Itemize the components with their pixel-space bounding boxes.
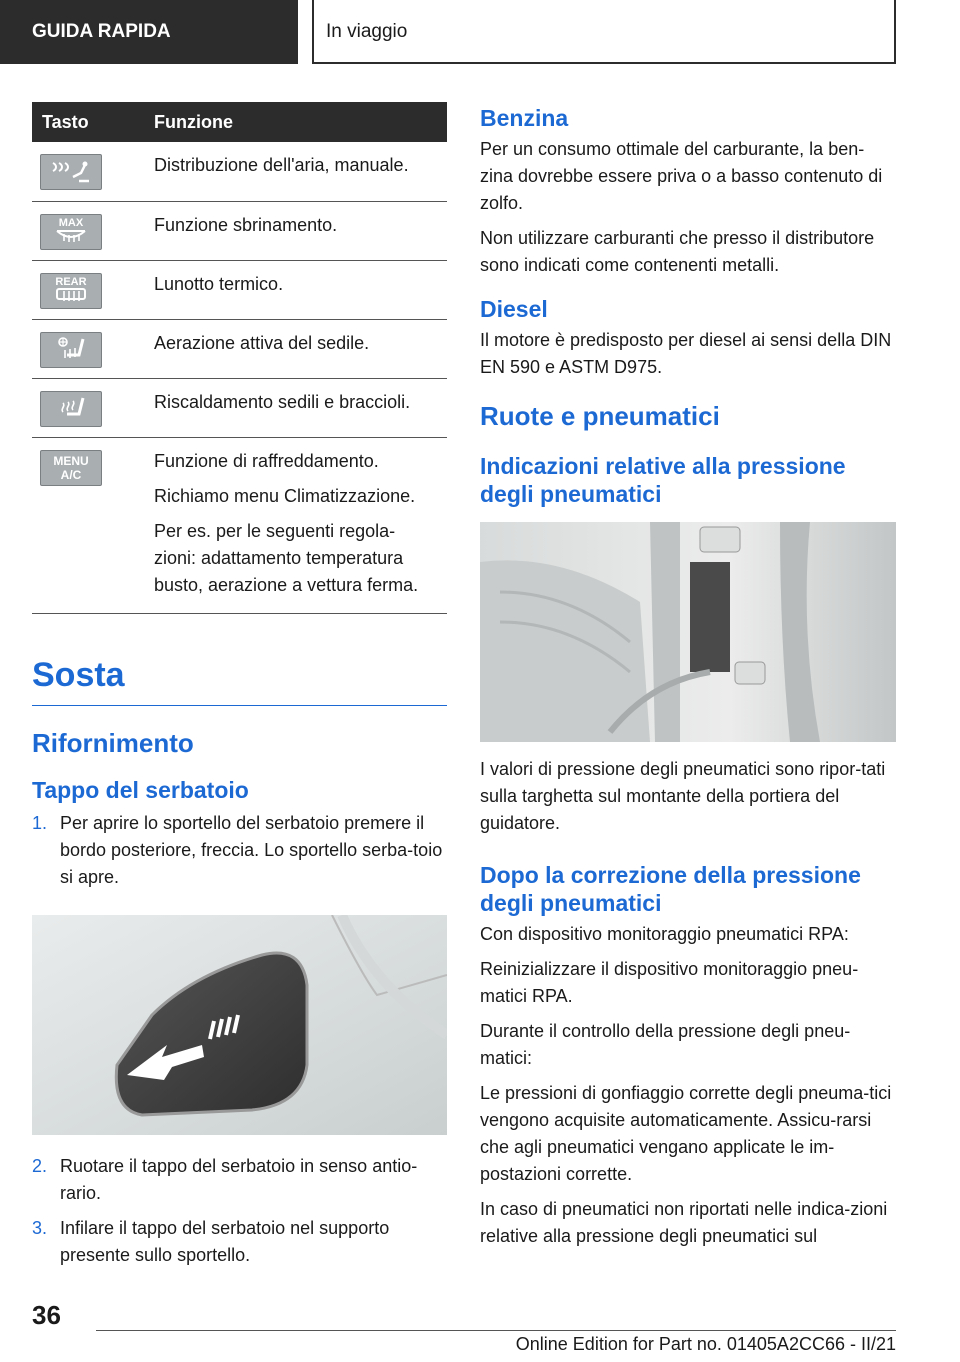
air-distribution-key-icon bbox=[40, 154, 102, 190]
page-header bbox=[0, 0, 960, 66]
door-pillar-illustration bbox=[480, 522, 896, 742]
heading-indicazioni-pressione: Indicazioni relative alla pressione degli pneumatici bbox=[480, 453, 846, 507]
function-text: Lunotto termico. bbox=[154, 273, 284, 294]
paragraph: Con dispositivo monitoraggio pneumatici RPA: bbox=[480, 924, 849, 944]
heading-diesel: Diesel bbox=[480, 296, 548, 322]
paragraph: Le pressioni di gonfiaggio corrette degli pneuma-tici vengono acquisite automaticamente. Assicu-rarsi che agli pneumatici vengano applicate le im-postazioni corrette. bbox=[480, 1083, 892, 1184]
heading-dopo-correzione: Dopo la correzione della pressione degli pneumatici bbox=[480, 862, 861, 916]
column-header-key: Tasto bbox=[32, 102, 154, 142]
list-item: 2. Ruotare il tappo del serbatoio in senso antio-rario. bbox=[32, 1155, 418, 1203]
paragraph: Non utilizzare carburanti che presso il distributore sono indicati come contenenti metalli. bbox=[480, 228, 875, 275]
heading-tappo-serbatoio: Tappo del serbatoio bbox=[32, 776, 249, 803]
function-text: Riscaldamento sedili e braccioli. bbox=[154, 391, 411, 412]
function-text: Funzione di raffreddamento. bbox=[154, 450, 379, 471]
paragraph: Per un consumo ottimale del carburante, la ben-zina dovrebbe essere priva o a basso contenuto di zolfo. bbox=[480, 139, 883, 213]
table-row bbox=[32, 260, 447, 319]
left-column bbox=[32, 102, 447, 1269]
column-header-function: Funzione bbox=[154, 102, 447, 142]
seat-heating-key-icon bbox=[40, 391, 102, 427]
function-text: Distribuzione dell'aria, manuale. bbox=[154, 155, 409, 175]
paragraph: Reinizializzare il dispositivo monitoraggio pneu-matici RPA. bbox=[480, 959, 859, 1006]
function-text: Richiamo menu Climatizzazione. bbox=[154, 485, 416, 506]
paragraph: I valori di pressione degli pneumatici sono ripor-tati sulla targhetta sul montante della portiera del guidatore. bbox=[480, 759, 886, 833]
list-item: 3. Infilare il tappo del serbatoio nel supporto presente sullo sportello. bbox=[32, 1217, 390, 1265]
page-number: 36 bbox=[32, 1300, 61, 1330]
paragraph: In caso di pneumatici non riportati nelle indica-zioni relative alla pressione degli pneumatici sul bbox=[480, 1199, 888, 1246]
table-row bbox=[32, 378, 447, 437]
table-row bbox=[32, 201, 447, 260]
paragraph: Durante il controllo della pressione degli pneu-matici: bbox=[480, 1021, 851, 1068]
list-item: 1. Per aprire lo sportello del serbatoio premere il bordo posteriore, freccia. Lo sportello serba-toio si apre. bbox=[32, 812, 443, 887]
section-heading-sosta: Sosta bbox=[32, 656, 447, 706]
function-text: Funzione sbrinamento. bbox=[154, 214, 338, 235]
key-function-table bbox=[32, 102, 447, 614]
defrost-max-key-icon: MAX bbox=[40, 214, 102, 250]
edition-text: Online Edition for Part no. 01405A2CC66 - II/21 bbox=[515, 1334, 896, 1354]
function-text: Aerazione attiva del sedile. bbox=[154, 332, 370, 353]
table-row bbox=[32, 437, 447, 613]
steps-list bbox=[32, 1153, 447, 1269]
rear-window-heating-key-icon: REAR bbox=[40, 273, 102, 309]
subsection-heading-rifornimento: Rifornimento bbox=[32, 727, 194, 758]
menu-ac-key-icon: MENU A/C bbox=[40, 450, 102, 486]
table-row bbox=[32, 319, 447, 378]
steps-list bbox=[32, 810, 447, 891]
fuel-flap-illustration bbox=[32, 915, 447, 1135]
heading-benzina: Benzina bbox=[480, 105, 569, 131]
paragraph: Il motore è predisposto per diesel ai sensi della DIN EN 590 e ASTM D975. bbox=[480, 330, 892, 377]
right-column bbox=[480, 102, 896, 1250]
table-row bbox=[32, 142, 447, 201]
chapter-title: In viaggio bbox=[312, 0, 896, 64]
seat-ventilation-key-icon bbox=[40, 332, 102, 368]
section-tab: GUIDA RAPIDA bbox=[0, 0, 298, 64]
heading-ruote-pneumatici: Ruote e pneumatici bbox=[480, 401, 720, 431]
function-text: Per es. per le seguenti regola- zioni: adattamento temperatura busto, aerazione a vettura ferma. bbox=[154, 520, 419, 595]
